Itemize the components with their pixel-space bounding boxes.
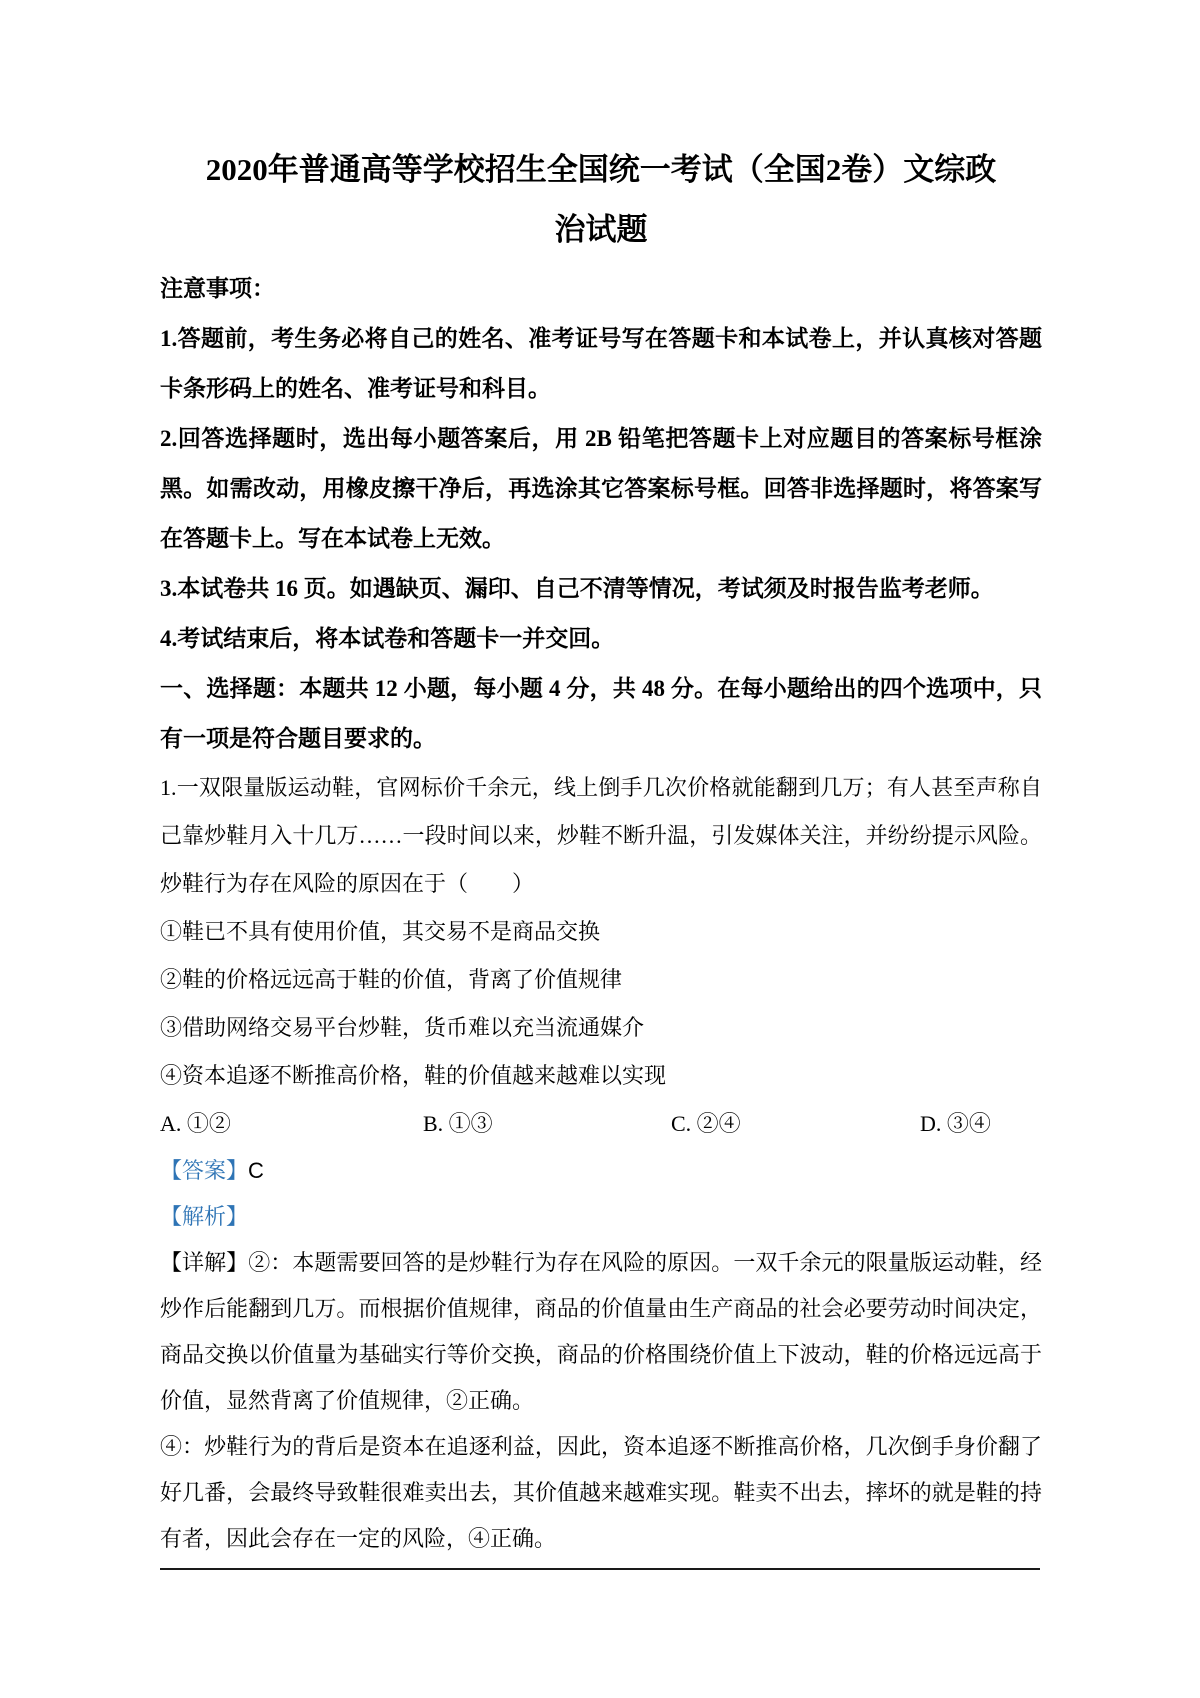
question-1-statement-3: ③借助网络交易平台炒鞋，货币难以充当流通媒介	[160, 1015, 645, 1040]
option-b: B. ①③	[423, 1111, 493, 1136]
footnote-divider	[160, 1568, 1040, 1570]
section-heading: 一、选择题：本题共 12 小题，每小题 4 分，共 48 分。在每小题给出的四个选项中，只有一项是符合题目要求的。	[160, 676, 1042, 751]
notice-item-3: 3.本试卷共 16 页。如遇缺页、漏印、自己不清等情况，考试须及时报告监考老师。	[160, 576, 994, 601]
answer-label: 【答案】	[160, 1158, 249, 1183]
exam-title-line-1: 2020年普通高等学校招生全国统一考试（全国2卷）文综政	[205, 152, 997, 187]
question-1-options	[160, 1100, 1042, 1148]
question-1-statement-2: ②鞋的价格远远高于鞋的价值，背离了价值规律	[160, 967, 623, 992]
option-a: A. ①②	[160, 1111, 231, 1136]
exam-title	[160, 140, 1042, 260]
question-1-statement-4: ④资本追逐不断推高价格，鞋的价值越来越难以实现	[160, 1063, 667, 1088]
question-1-stem: 1.一双限量版运动鞋，官网标价千余元，线上倒手几次价格就能翻到几万；有人甚至声称自己靠炒鞋月入十几万……一段时间以来，炒鞋不断升温，引发媒体关注，并纷纷提示风险。炒鞋行为存在风险的原因在于（ ）	[160, 775, 1042, 896]
answer-value: C	[248, 1158, 264, 1183]
notice-heading: 注意事项：	[160, 276, 275, 301]
question-1-statement-1: ①鞋已不具有使用价值，其交易不是商品交换	[160, 919, 601, 944]
option-c: C. ②④	[671, 1111, 741, 1136]
answer-line	[160, 1148, 1042, 1194]
analysis-line	[160, 1194, 1042, 1240]
option-d: D. ③④	[920, 1111, 991, 1136]
document-content	[160, 140, 1042, 1562]
notice-item-1: 1.答题前，考生务必将自己的姓名、准考证号写在答题卡和本试卷上，并认真核对答题卡条形码上的姓名、准考证号和科目。	[160, 326, 1042, 401]
notice-item-2: 2.回答选择题时，选出每小题答案后，用 2B 铅笔把答题卡上对应题目的答案标号框涂黑。如需改动，用橡皮擦干净后，再选涂其它答案标号框。回答非选择题时，将答案写在答题卡上。写在本试卷上无效。	[160, 426, 1042, 551]
analysis-label: 【解析】	[160, 1204, 249, 1229]
exam-title-line-2: 治试题	[554, 212, 648, 247]
explanation-paragraph-1: 【详解】②：本题需要回答的是炒鞋行为存在风险的原因。一双千余元的限量版运动鞋，经炒作后能翻到几万。而根据价值规律，商品的价值量由生产商品的社会必要劳动时间决定，商品交换以价值量为基础实行等价交换，商品的价格围绕价值上下波动，鞋的价格远远高于价值，显然背离了价值规律，②正确。	[160, 1250, 1042, 1413]
notice-item-4: 4.考试结束后，将本试卷和答题卡一并交回。	[160, 626, 615, 651]
explanation-paragraph-2: ④：炒鞋行为的背后是资本在追逐利益，因此，资本追逐不断推高价格，几次倒手身价翻了好几番，会最终导致鞋很难卖出去，其价值越来越难实现。鞋卖不出去，摔坏的就是鞋的持有者，因此会存在一定的风险，④正确。	[160, 1434, 1042, 1551]
